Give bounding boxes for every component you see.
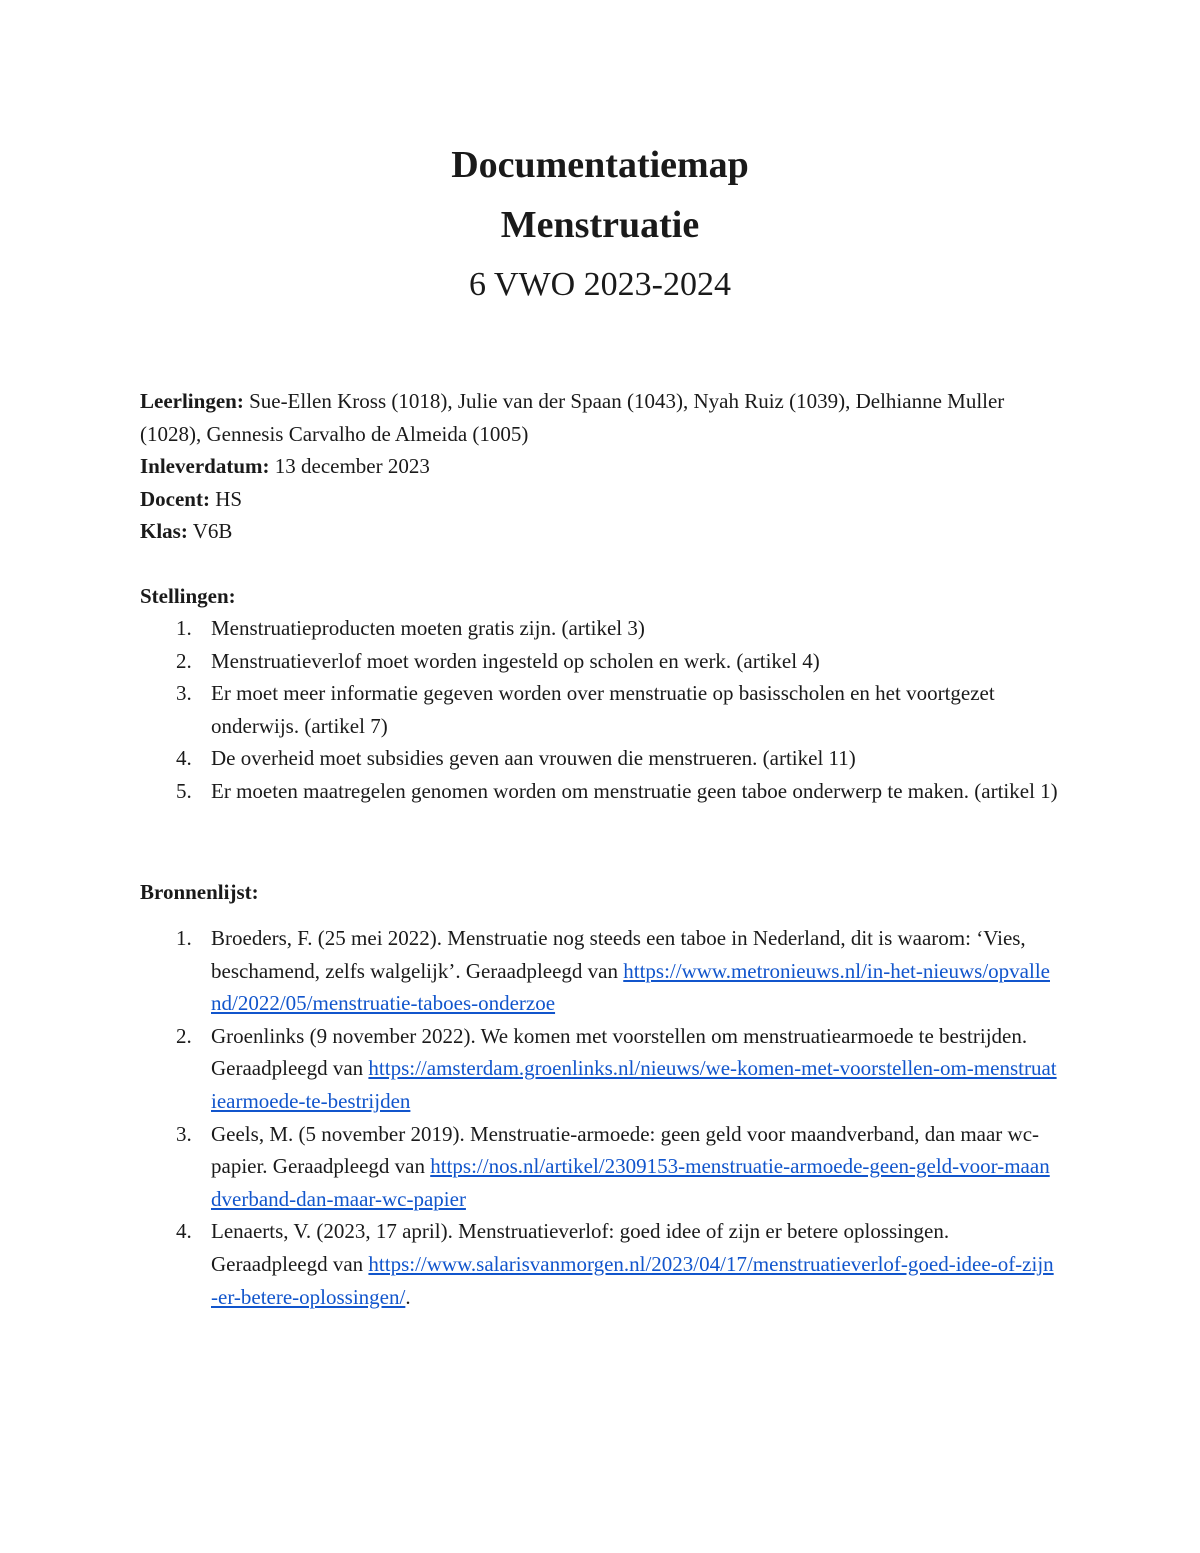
- list-number: 4.: [176, 1219, 192, 1244]
- source-citation: Geels, M. (5 november 2019). Menstruatie-armoede: geen geld voor maandverband, dan maar wc-papier. Geraadpleegd van: [211, 1121, 1040, 1179]
- list-item-text: Menstruatieproducten moeten gratis zijn. (artikel 3): [211, 616, 645, 640]
- list-number: 1.: [176, 616, 192, 640]
- bronnenlijst-heading: Bronnenlijst:: [140, 880, 259, 904]
- bronnenlijst-list: [140, 922, 1060, 1313]
- source-item: [140, 922, 1060, 1020]
- list-number: 2.: [176, 1023, 192, 1048]
- list-item-text: De overheid moet subsidies geven aan vrouwen die menstrueren. (artikel 11): [211, 746, 856, 771]
- klas-label: Klas:: [140, 519, 188, 544]
- list-number: 5.: [176, 778, 192, 803]
- source-suffix: .: [405, 1284, 411, 1309]
- stellingen-heading: Stellingen:: [140, 584, 236, 608]
- list-item-text: Er moet meer informatie gegeven worden over menstruatie op basisscholen en het voortgezet onderwijs. (artikel 7): [211, 681, 995, 738]
- list-item-text: Menstruatieverlof moet worden ingesteld op scholen en werk. (artikel 4): [211, 648, 820, 673]
- docent-label: Docent:: [140, 486, 210, 511]
- source-link[interactable]: https://nos.nl/artikel/2309153-menstruatie-armoede-geen-geld-voor-maandverband-dan-maar-wc-papier: [211, 1154, 1050, 1211]
- source-link[interactable]: https://www.metronieuws.nl/in-het-nieuws/opvallend/2022/05/menstruatie-taboes-onderzoe: [211, 958, 1050, 1016]
- list-item: [140, 775, 1060, 808]
- list-number: 4.: [176, 746, 192, 771]
- list-item: [140, 677, 1060, 742]
- list-number: 3.: [176, 1121, 192, 1146]
- list-item: [140, 742, 1060, 775]
- klas-value: V6B: [187, 519, 233, 544]
- document-title: Documentatiemap: [451, 144, 749, 186]
- inleverdatum-label: Inleverdatum:: [140, 454, 270, 479]
- docent-value: HS: [209, 486, 243, 511]
- info-block: [140, 385, 1060, 548]
- source-citation: Broeders, F. (25 mei 2022). Menstruatie nog steeds een taboe in Nederland, dit is waarom: ‘Vies, beschamend, zelfs walgelijk’. Geraadpleegd van: [211, 926, 1026, 983]
- source-item: [140, 1215, 1060, 1313]
- source-item: [140, 1020, 1060, 1118]
- list-number: 1.: [176, 926, 192, 950]
- inleverdatum-line: [140, 450, 1060, 483]
- source-link[interactable]: https://amsterdam.groenlinks.nl/nieuws/we-komen-met-voorstellen-om-menstruatiearmoede-te-bestrijden: [211, 1056, 1057, 1113]
- source-citation: Lenaerts, V. (2023, 17 april). Menstruatieverlof: goed idee of zijn er betere oplossingen. Geraadpleegd van: [211, 1219, 950, 1276]
- stellingen-list: [140, 612, 1060, 808]
- list-number: 2.: [176, 648, 192, 673]
- document-class-year: 6 VWO 2023-2024: [469, 266, 731, 303]
- list-item: [140, 612, 1060, 645]
- leerlingen-label: Leerlingen:: [140, 389, 244, 413]
- leerlingen-line: [140, 385, 1060, 450]
- inleverdatum-value: 13 december 2023: [269, 454, 430, 479]
- source-item: [140, 1118, 1060, 1216]
- source-link[interactable]: https://www.salarisvanmorgen.nl/2023/04/17/menstruatieverlof-goed-idee-of-zijn-er-betere-oplossingen/: [211, 1251, 1054, 1309]
- klas-line: [140, 515, 1060, 548]
- list-item: [140, 645, 1060, 678]
- source-citation: Groenlinks (9 november 2022). We komen met voorstellen om menstruatiearmoede te bestrijden. Geraadpleegd van: [211, 1023, 1028, 1081]
- leerlingen-value: Sue-Ellen Kross (1018), Julie van der Spaan (1043), Nyah Ruiz (1039), Delhianne Muller (1028), Gennesis Carvalho de Almeida (1005): [140, 389, 1005, 446]
- list-item-text: Er moeten maatregelen genomen worden om menstruatie geen taboe onderwerp te maken. (artikel 1): [211, 778, 1058, 803]
- docent-line: [140, 483, 1060, 516]
- list-number: 3.: [176, 681, 192, 706]
- document-subject: Menstruatie: [500, 204, 700, 246]
